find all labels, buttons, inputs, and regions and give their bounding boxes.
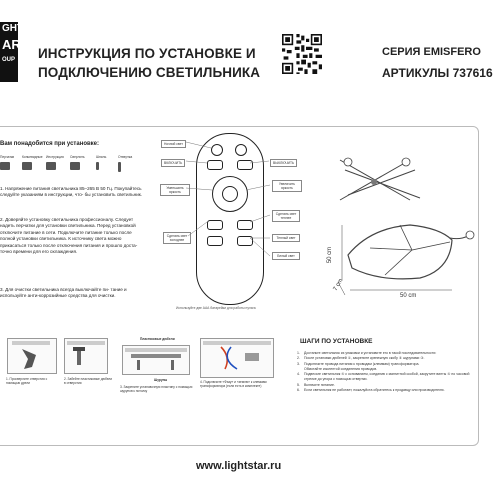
install-step-text: Достаньте светильник из упаковки и установите его в такой последовательности:: [304, 351, 437, 355]
remote-label-night: Ночной свет: [161, 140, 186, 148]
bottom-step-3: 3. Закрепите установочную пластину с помощью шурупов к потолку: [120, 385, 193, 394]
article-label: АРТИКУЛЫ 737616: [382, 66, 493, 80]
install-step: 4. Подвесьте светильник ④ с основанием, соединив с магнитной скобой, закрутите винты ⑤ по часовой стрелке до упора с помощью отвертки.: [297, 372, 477, 383]
install-step: 5. Включите питание.: [297, 382, 335, 387]
dimension-height: 50 cm: [327, 246, 334, 264]
remote-label-on: ВКЛЮЧИТЬ: [161, 159, 185, 167]
remote-label-cold: Сделать свет холоднее: [163, 232, 191, 244]
remote-label-dim-up: Увеличить яркость: [272, 180, 302, 192]
drill-icon: [8, 339, 56, 373]
warning-1: 1. Напряжение питания светильника 85–265 В 50 Гц. Покупайтесь следуйте указаниям в инструкции, что- бы установить светильник.: [0, 186, 143, 198]
install-step-text: Подключите провода питания к проводам (клеммам) трансформатора.: [304, 361, 420, 366]
tools-heading: Вам понадобится при установке:: [0, 141, 100, 147]
step-image-wiring: [200, 338, 274, 378]
lamp-frame-x: [340, 160, 420, 200]
series-label: СЕРИЯ EMISFERO: [382, 46, 481, 58]
tool-label: Инструкция: [46, 155, 64, 159]
install-step-text: Если светильник не работает, пожалуйста обратитесь к продавцу или производителю.: [304, 388, 445, 393]
bottom-step-1: 1. Просверлите отверстия с помощью дрели: [6, 377, 48, 386]
lamp-shade: [348, 225, 452, 279]
bottom-step-4: 4. Подключите «Фазу» и «землю» к клеммам трансформатора (если есть в комплекте): [200, 380, 267, 389]
install-step: 3. Подключите провода питания к проводам (клеммам) трансформатора.: [297, 361, 420, 366]
install-step: 2. После установки дюбелей ①, закрепите крепежную скобу ② шурупами ③.: [297, 356, 425, 361]
install-step: 1. Достаньте светильник из упаковки и установите его в такой последовательности:: [297, 351, 437, 355]
tool-label: Шпиль: [96, 155, 107, 159]
title-line-2: ПОДКЛЮЧЕНИЮ СВЕТИЛЬНИКА: [38, 65, 261, 80]
tool-label: Копьевидные: [22, 155, 43, 159]
remote-label-mode1: Теплый свет: [272, 234, 300, 242]
hammer-icon: [65, 339, 107, 373]
install-step: 6. Если светильник не работает, пожалуйста обратитесь к продавцу или производителю.: [297, 388, 445, 393]
wiring-icon: [201, 339, 273, 377]
remote-label-warm: Сделать свет теплее: [272, 210, 300, 222]
remote-label-off: ВЫКЛЮЧИТЬ: [270, 159, 297, 167]
tool-label: Сверлить: [70, 155, 85, 159]
logo-line: AR: [2, 37, 21, 52]
logo-line: OUP: [2, 57, 16, 63]
step-image-dowels: [64, 338, 108, 374]
install-step-text: После установки дюбелей ①, закрепите крепежную скобу ② шурупами ③.: [304, 356, 425, 361]
logo-line: GHT: [2, 23, 24, 34]
install-step-text: Подвесьте светильник ④ с основанием, соединив с магнитной скобой, закрутите винты ⑤ по часовой стрелке до упора с помощью отвертки.: [304, 372, 470, 382]
title-line-1: ИНСТРУКЦИЯ ПО УСТАНОВКЕ И: [38, 46, 256, 61]
bottom-step-2: 2. Забейте пластиковые дюбели в отверстия: [64, 377, 113, 386]
remote-caption: Используйте две ААА батарейки для работы пульта: [176, 306, 256, 310]
tool-label: Отвертка: [118, 155, 133, 159]
warning-2: 2. Доверяйте установку светильника профессионалу. Следует надеть перчатки для установки светильника. Перед установкой отключите питание в сети. Подключите питание только после полной установки светильника. К источнику света можно прикасаться только после отключения питания и прошло доста- точно времени для его охлаждения.: [0, 217, 138, 255]
install-step-text: Включите питание.: [304, 382, 335, 387]
dimension-depth: 7 cm: [332, 277, 345, 293]
install-step-text: Обмотайте изолентой соединения проводов.: [304, 366, 378, 371]
lamp-drawing: [330, 150, 480, 305]
step-image-plate: [122, 345, 190, 375]
warning-3: 3. Для очистки светильника всегда выключайте пи- тание и используйте анти-коррозийные средства для очистки.: [0, 287, 127, 299]
dowels-label: Пластиковые дюбели: [140, 337, 175, 341]
mounting-plate-icon: [123, 346, 189, 374]
website-link[interactable]: www.lightstar.ru: [196, 460, 282, 472]
remote-label-dim-down: Уменьшить яркость: [160, 184, 190, 196]
screws-label: Шурупы: [154, 378, 168, 382]
install-steps: [297, 351, 477, 393]
dimension-width: 50 cm: [400, 293, 417, 299]
install-heading: ШАГИ ПО УСТАНОВКЕ: [300, 338, 373, 345]
tool-label: Перчатки: [0, 155, 15, 159]
remote-label-mode2: Белый свет: [272, 252, 300, 260]
step-image-drill: [7, 338, 57, 374]
